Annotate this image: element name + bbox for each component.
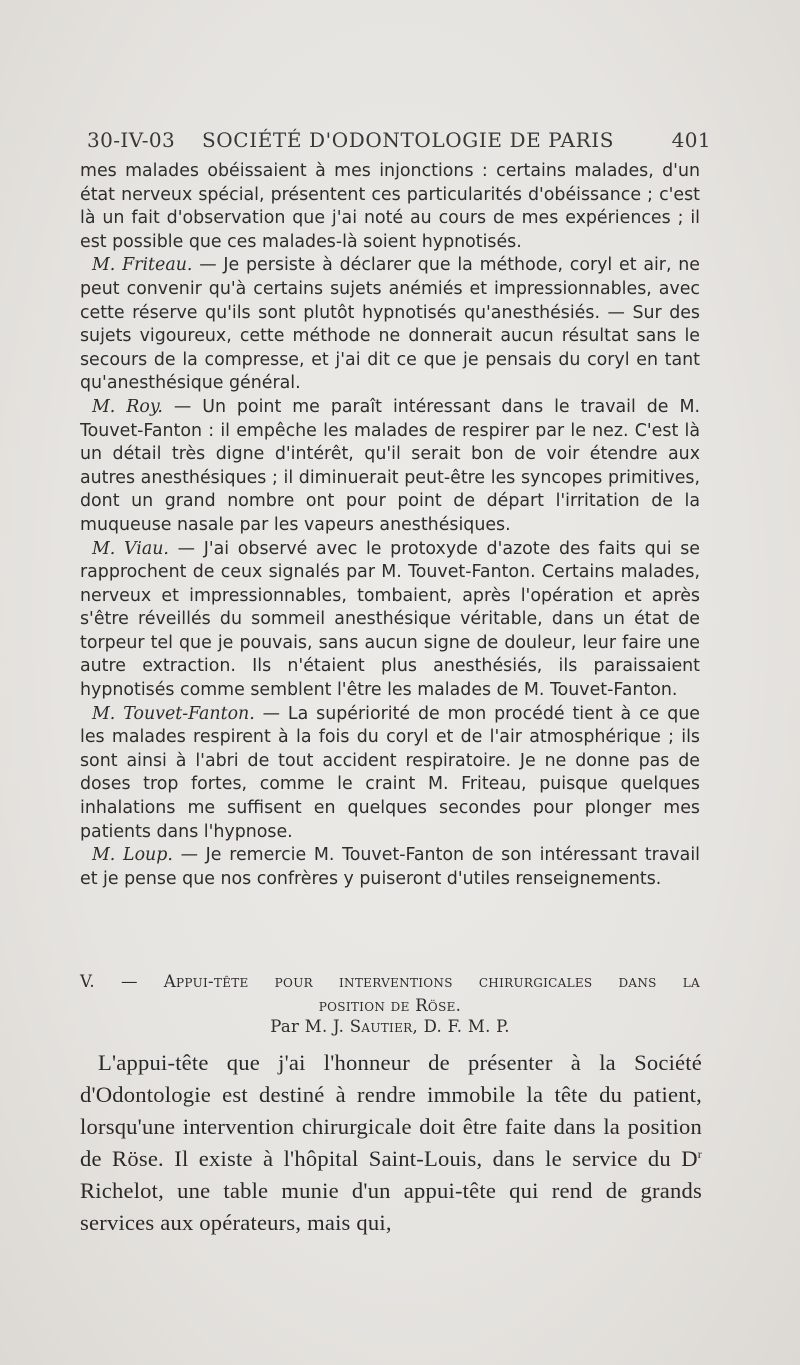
speaker-name: M. Touvet-Fanton. [92,703,255,724]
section-heading-line-2: position de Röse. [318,996,462,1015]
discussion-text [80,160,700,891]
paragraph-loup: M. Loup. — Je remercie M. Touvet-Fanton de son intéressant travail et je pense que nos confrères y puiseront d'utiles renseignements. [80,845,700,889]
speaker-name: M. Roy. [92,396,163,417]
speaker-name: M. Viau. [92,538,169,559]
paragraph-continuation: mes malades obéissaient à mes injonctions : certains malades, d'un état nerveux spécial, présentent ces particularités d'obéissance ; c'est là un fait d'observation que j'ai noté au cours de mes expériences ; il est possible que ces malades-là soient hypnotisés. [80,161,700,252]
article-body [80,1047,702,1239]
header-date: 30-IV-03 [87,128,176,152]
section-heading-line-1: V. — Appui-tête pour interventions chirurgicales dans la [80,972,700,991]
paragraph-roy: M. Roy. — Un point me paraît intéressant dans le travail de M. Touvet-Fanton : il empêche les malades de respirer par le nez. C'est là un détail très digne d'intérêt, qu'il serait bon de voir étendre aux autres anesthésiques ; il diminuerait peut-être les syncopes primitives, dont un grand nombre ont pour point de départ l'irritation de la muqueuse nasale par les vapeurs anesthésiques. [80,396,701,535]
speaker-name: M. Loup. [92,845,173,866]
header-title: SOCIÉTÉ D'ODONTOLOGIE DE PARIS [202,128,615,152]
paragraph-friteau: M. Friteau. — Je persiste à déclarer que la méthode, coryl et air, ne peut convenir qu'à certains sujets anémiés et impressionnables, avec cette réserve qu'ils sont plutôt hypnotisés qu'anesthésiés. — Sur des sujets vigoureux, cette méthode ne donnerait aucun résultat sans le secours de la compresse, et j'ai dit ce que je pensais du coryl en tant qu'anesthésique général. [80,255,700,394]
speaker-name: M. Friteau. [92,255,193,276]
article-paragraph: L'appui-tête que j'ai l'honneur de présenter à la Société d'Odontologie est destiné à rendre immobile la tête du patient, lorsqu'une intervention chirurgicale doit être faite dans la position de Röse. Il existe à l'hôpital Saint-Louis, dans le service du $D^r$ Richelot, une table munie d'un appui-tête qui rend de grands services aux opérateurs, mais qui, [80,1050,702,1235]
paragraph-touvet-fanton: M. Touvet-Fanton. — La supériorité de mon procédé tient à ce que les malades respirent à la fois du coryl et de l'air atmosphérique ; ils sont ainsi à l'abri de tout accident respiratoire. Je ne donne pas de doses trop fortes, comme le craint M. Friteau, puisque quelques inhalations me suffisent en quelques secondes pour plonger mes patients dans l'hypnose. [80,703,700,842]
paragraph-viau: M. Viau. — J'ai observé avec le protoxyde d'azote des faits qui se rapprochent de ceux signalés par M. Touvet-Fanton. Certains malades, nerveux et impressionnables, tombaient, après l'opération et après s'être réveillés du sommeil anesthésique véritable, dans un état de torpeur tel que je pouvais, sans aucun signe de douleur, leur faire une autre extraction. Ils n'étaient plus anesthésiés, ils paraissaient hypnotisés comme semblent l'être les malades de M. Touvet-Fanton. [80,538,700,701]
section-author: Par M. J. Sautier, D. F. M. P. [270,1017,510,1036]
section-heading [80,970,700,1018]
page-number: 401 [671,128,711,152]
author-name: Sautier [349,1017,413,1036]
superscript: r [697,1147,702,1161]
